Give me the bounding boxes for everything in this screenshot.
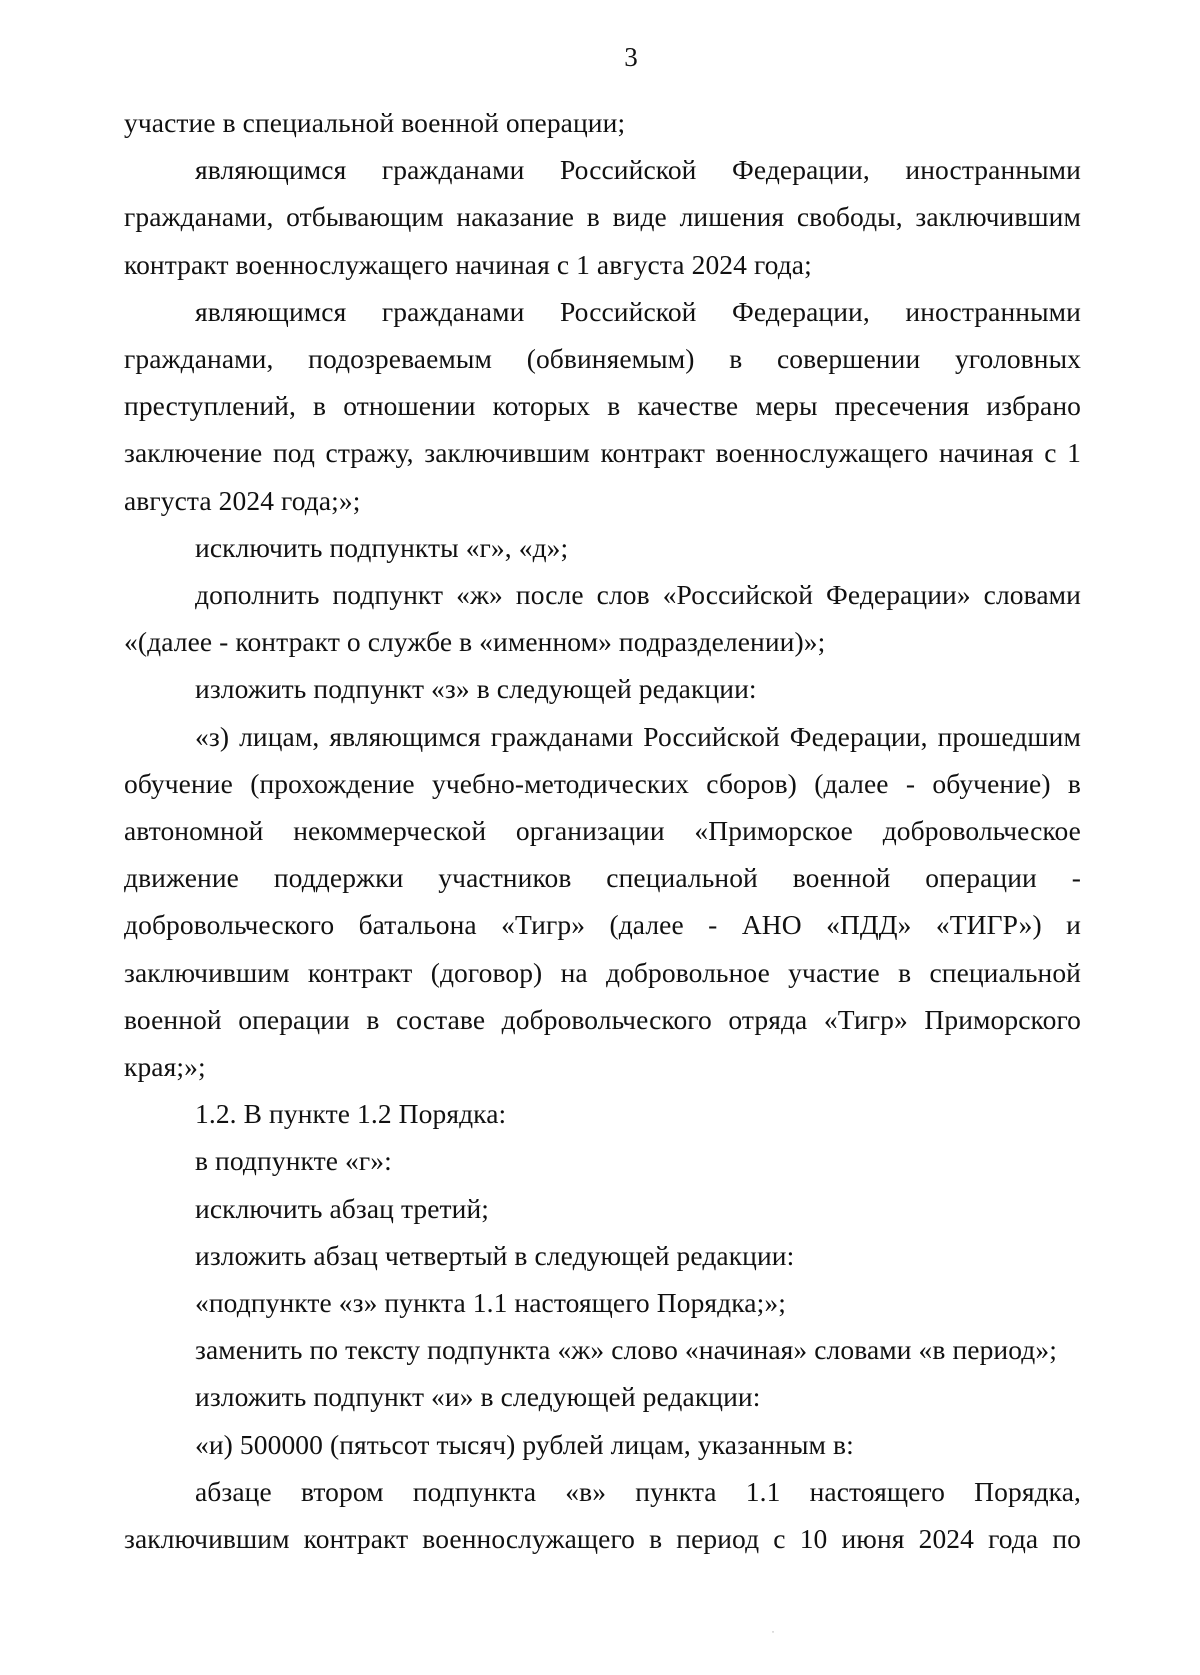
paragraph: являющимся гражданами Российской Федерации, иностранными гражданами, подозреваемым (обвиняемым) в совершении уголовных преступлений, в отношении которых в качестве меры пресечения избрано заключение под стражу, заключившим контракт военнослужащего начиная с 1 августа 2024 года;»; — [124, 295, 1081, 516]
paragraph: «и) 500000 (пятьсот тысяч) рублей лицам, указанным в: — [195, 1428, 854, 1460]
paragraph: дополнить подпункт «ж» после слов «Российской Федерации» словами «(далее - контракт о службе в «именном» подразделении)»; — [124, 579, 1081, 658]
paragraph: «з) лицам, являющимся гражданами Российской Федерации, прошедшим обучение (прохождение учебно-методических сборов) (далее - обучение) в автономной некоммерческой организации «Приморское добровольческое движение поддержки участников специальной военной операции - добровольческого батальона «Тигр» (далее - АНО «ПДД» «ТИГР») и заключившим контракт (договор) на добровольное участие в специальной военной операции в составе добровольческого отряда «Тигр» Приморского края;»; — [124, 720, 1081, 1083]
paragraph: исключить абзац третий; — [195, 1192, 490, 1224]
paragraph: изложить подпункт «з» в следующей редакции: — [195, 673, 757, 705]
paragraph: исключить подпункты «г», «д»; — [195, 531, 569, 563]
paragraph: изложить подпункт «и» в следующей редакции: — [195, 1381, 761, 1413]
document-body — [124, 99, 1081, 1562]
page-number: 3 — [624, 42, 638, 72]
paragraph: в подпункте «г»: — [195, 1145, 392, 1177]
scan-speck: ˙ — [771, 1628, 775, 1642]
paragraph: изложить абзац четвертый в следующей редакции: — [195, 1239, 795, 1271]
paragraph: участие в специальной военной операции; — [124, 107, 626, 138]
paragraph: заменить по тексту подпункта «ж» слово «начиная» словами «в период»; — [195, 1334, 1057, 1366]
paragraph: являющимся гражданами Российской Федерации, иностранными гражданами, отбывающим наказание в виде лишения свободы, заключившим контракт военнослужащего начиная с 1 августа 2024 года; — [124, 154, 1081, 280]
paragraph: «подпункте «з» пункта 1.1 настоящего Порядка;»; — [195, 1287, 786, 1319]
paragraph: 1.2. В пункте 1.2 Порядка: — [195, 1098, 507, 1130]
paragraph: абзаце втором подпункта «в» пункта 1.1 настоящего Порядка, заключившим контракт военнослужащего в период с 10 июня 2024 года по — [124, 1475, 1081, 1555]
